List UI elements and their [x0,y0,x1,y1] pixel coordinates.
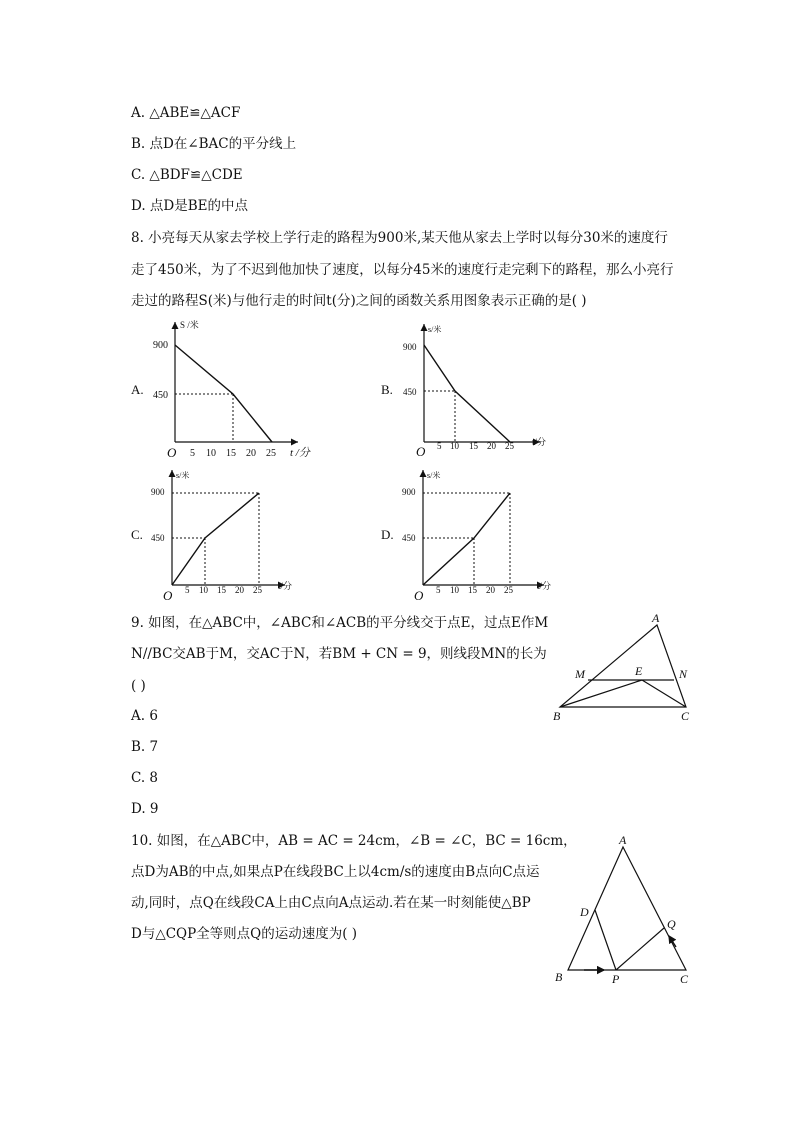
graph-c-x-tick-25: 25 [253,585,262,595]
q10-label-q: Q [667,917,676,931]
graph-d-x-tick-5: 5 [436,585,441,595]
graph-d-x-axis-label: t/分 [537,581,552,591]
q9-label-b: B [553,709,561,723]
q9-label-m: M [575,667,585,681]
q9-label-n: N [679,667,688,681]
graph-c-x-tick-20: 20 [235,585,244,595]
graph-a-label: A. [131,382,144,397]
graph-a-x-tick-20: 20 [246,448,256,459]
graph-b-y-tick-450: 450 [403,387,417,397]
q8-stem-line1: 8. 小亮每天从家去学校上学行走的路程为900米,某天他从家去上学时以每分30米的速度行 [131,230,668,246]
graph-b-y-axis-label: s/米 [428,325,442,334]
q8-stem-line3: 走过的路程S(米)与他行走的时间t(分)之间的函数关系用图象表示正确的是( ) [131,293,587,309]
q9-stem-line2: N//BC交AB于M，交AC于N，若BM + CN = 9，则线段MN的长为 [131,646,547,662]
graph-b-x-tick-5: 5 [437,441,442,451]
graph-a-x-axis-label: t /分 [290,447,310,459]
q9-option-b: B. 7 [131,739,159,755]
graph-d-y-tick-450: 450 [402,533,416,543]
graph-d-y-axis-label: s/米 [427,471,441,480]
q9-label-e: E [635,664,643,678]
q7-option-c: C. △BDF≌△CDE [131,167,243,183]
q10-stem-line2: 点D为AB的中点,如果点P在线段BC上以4cm/s的速度由B点向C点运 [131,864,540,880]
q9-stem-line3: ( ) [131,678,146,694]
q10-stem-line3: 动,同时，点Q在线段CA上由C点向A点运动.若在某一时刻能使△BP [131,895,531,911]
graph-b-x-tick-25: 25 [505,441,514,451]
graph-d-x-tick-25: 25 [504,585,513,595]
q9-option-c: C. 8 [131,770,159,786]
graph-c-x-axis-label: t/分 [278,581,293,591]
q9-option-d: D. 9 [131,801,159,817]
q10-stem-line1: 10. 如图，在△ABC中，AB = AC = 24cm，∠B = ∠C，BC = 16cm， [131,833,577,849]
graph-a-x-tick-15: 15 [226,448,236,459]
q7-option-d: D. 点D是BE的中点 [131,198,249,214]
graph-b-x-axis-label: t/分 [532,437,547,447]
graph-a-x-tick-10: 10 [206,448,216,459]
graph-c-y-tick-450: 450 [151,533,165,543]
q10-label-a: A [619,833,627,847]
graph-a [131,319,311,460]
graph-d-x-tick-20: 20 [486,585,495,595]
q8-graphs [0,310,794,610]
graph-a-x-tick-25: 25 [266,448,276,459]
q10-label-c: C [680,972,689,986]
q10-label-p: P [612,972,620,986]
q10-stem-line4: D与△CQP全等则点Q的运动速度为( ) [131,926,358,942]
q9-figure [548,608,718,728]
graph-d-origin: O [414,588,424,603]
graph-d-label: D. [381,527,394,542]
graph-c [131,470,292,603]
q10-figure [548,830,708,990]
graph-a-y-tick-900: 900 [153,340,168,351]
graph-a-x-tick-5: 5 [190,448,195,459]
q9-label-c: C [681,709,690,723]
graph-d-x-tick-10: 10 [450,585,459,595]
graph-d-y-tick-900: 900 [402,487,416,497]
graph-d [381,470,551,603]
q9-label-a: A [652,611,660,625]
q8-stem-line2: 走了450米，为了不迟到他加快了速度，以每分45米的速度行走完剩下的路程，那么小亮行 [131,262,674,278]
graph-c-x-tick-15: 15 [217,585,226,595]
graph-b-origin: O [416,444,426,459]
graph-c-x-tick-5: 5 [185,585,190,595]
q10-label-b: B [555,970,563,984]
q9-stem-line1: 9. 如图，在△ABC中，∠ABC和∠ACB的平分线交于点E，过点E作M [131,615,549,631]
graph-c-y-tick-900: 900 [151,487,165,497]
graph-c-origin: O [163,588,173,603]
graph-c-x-tick-10: 10 [199,585,208,595]
q7-option-a: A. △ABE≌△ACF [131,105,241,121]
q7-option-b: B. 点D在∠BAC的平分线上 [131,136,297,152]
graph-a-y-axis-label: S /米 [180,320,199,330]
graph-a-y-tick-450: 450 [153,390,168,401]
graph-b-x-tick-10: 10 [450,441,459,451]
graph-a-origin: O [167,445,177,460]
graph-b-x-tick-20: 20 [487,441,496,451]
graph-b [381,324,546,459]
q9-option-a: A. 6 [131,708,158,724]
graph-b-x-tick-15: 15 [469,441,478,451]
graph-b-label: B. [381,382,393,397]
graph-c-label: C. [131,527,143,542]
q10-label-d: D [580,905,589,919]
graph-d-x-tick-15: 15 [468,585,477,595]
graph-b-y-tick-900: 900 [403,342,417,352]
graph-c-y-axis-label: s/米 [176,471,190,480]
